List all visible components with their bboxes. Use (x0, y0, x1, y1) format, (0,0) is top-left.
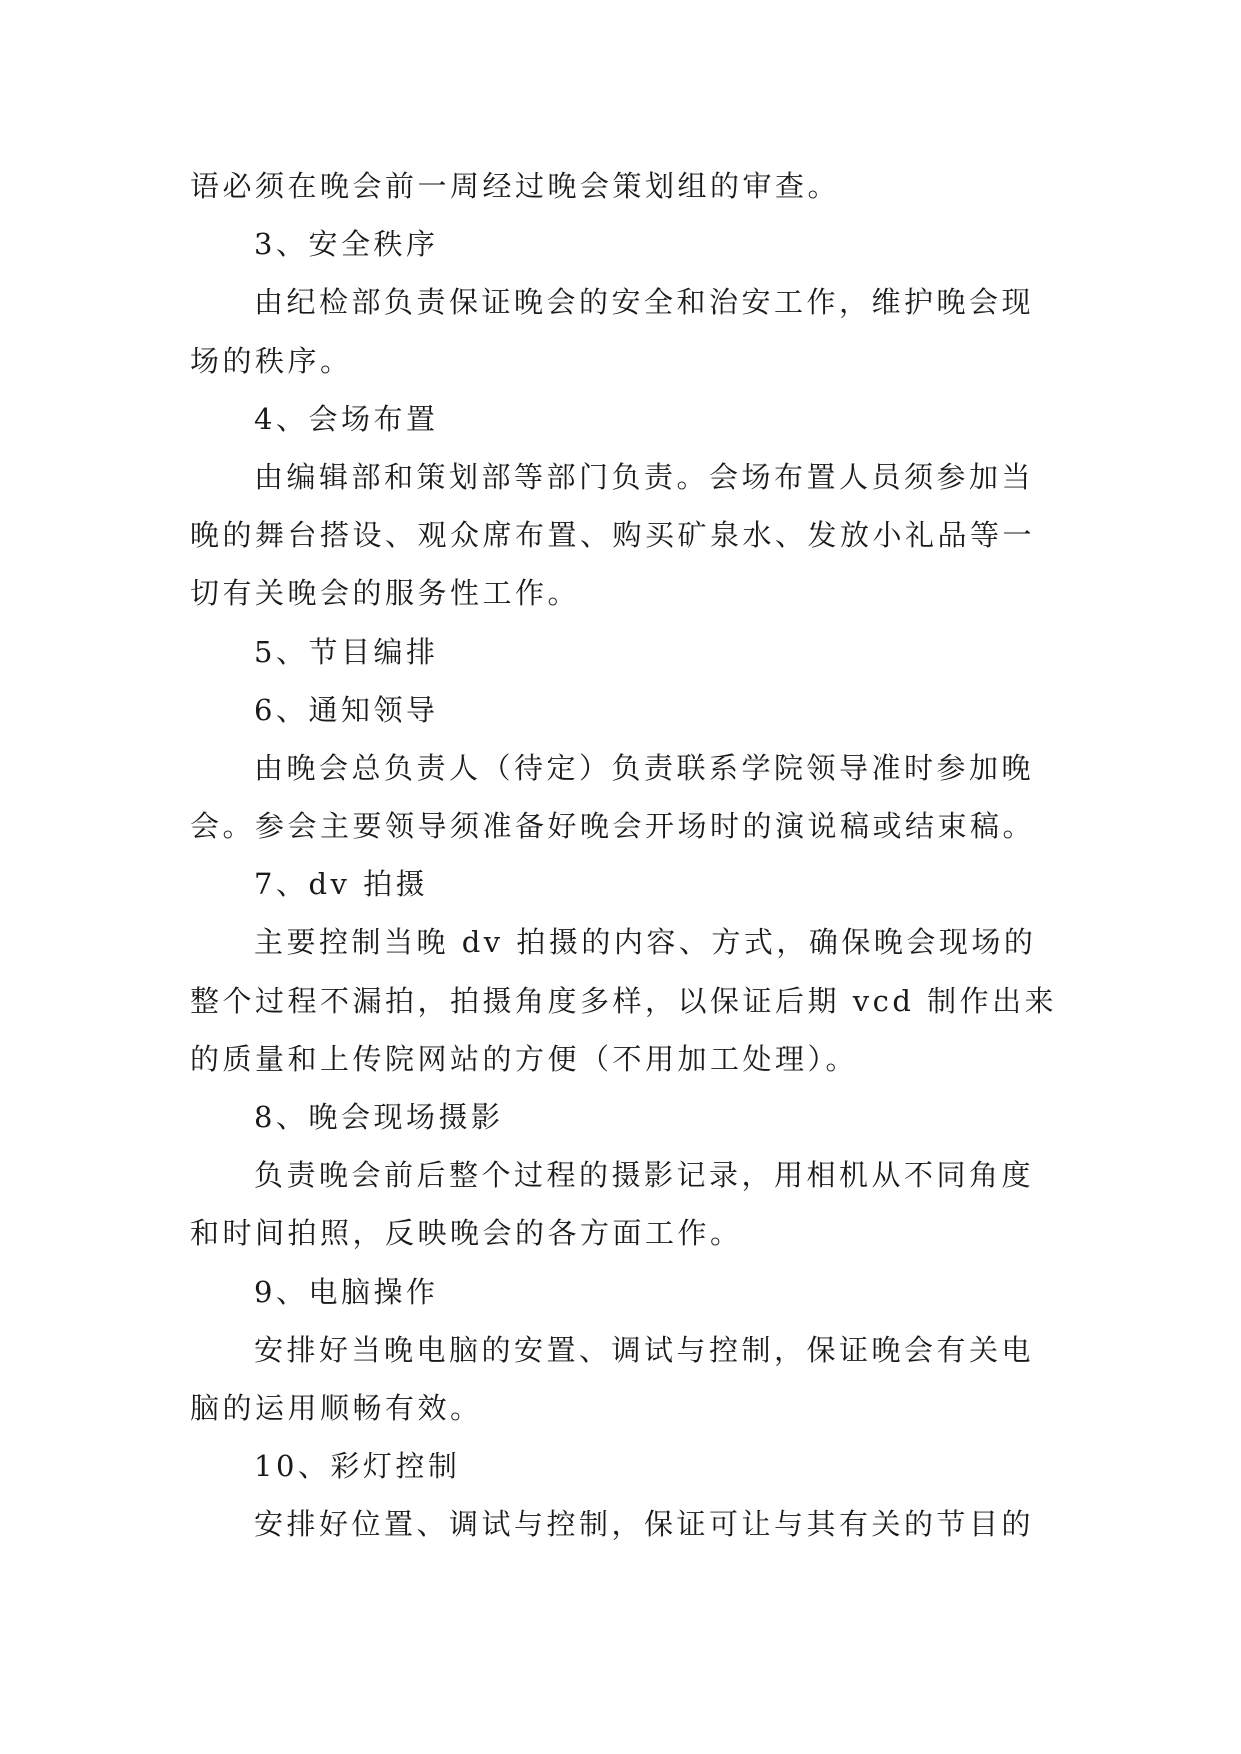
paragraph-line: 切有关晚会的服务性工作。 (190, 576, 581, 611)
paragraph-line: 6、通知领导 (254, 692, 439, 727)
paragraph-line: 语必须在晚会前一周经过晚会策划组的审查。 (190, 169, 841, 203)
paragraph-line: 晚的舞台搭设、观众席布置、购买矿泉水、发放小礼品等一 (190, 518, 1036, 553)
paragraph-line: 8、晚会现场摄影 (254, 1100, 504, 1134)
paragraph-line: 5、节目编排 (254, 634, 439, 669)
document-body (190, 157, 1070, 1554)
paragraph-line: 3、安全秩序 (254, 227, 439, 262)
paragraph-line: 安排好位置、调试与控制，保证可让与其有关的节目的 (254, 1507, 1035, 1542)
paragraph-line: 负责晚会前后整个过程的摄影记录，用相机从不同角度 (254, 1158, 1035, 1193)
paragraph-line: 主要控制当晚 dv 拍摄的内容、方式，确保晚会现场的 (254, 925, 1037, 960)
paragraph-line: 7、dv 拍摄 (254, 867, 429, 902)
paragraph-line: 脑的运用顺畅有效。 (190, 1390, 483, 1425)
paragraph-line: 9、电脑操作 (254, 1274, 439, 1309)
paragraph-line: 安排好当晚电脑的安置、调试与控制，保证晚会有关电 (254, 1332, 1035, 1367)
paragraph-line: 由纪检部负责保证晚会的安全和治安工作，维护晚会现 (254, 285, 1035, 320)
paragraph-line: 场的秩序。 (190, 343, 353, 378)
paragraph-line: 4、会场布置 (254, 401, 439, 436)
paragraph-line: 整个过程不漏拍，拍摄角度多样，以保证后期 vcd 制作出来 (190, 983, 1058, 1018)
paragraph-line: 由晚会总负责人（待定）负责联系学院领导准时参加晚 (254, 750, 1035, 785)
paragraph-line: 由编辑部和策划部等部门负责。会场布置人员须参加当 (254, 459, 1035, 494)
paragraph-line: 会。参会主要领导须准备好晚会开场时的演说稿或结束稿。 (190, 809, 1036, 844)
paragraph-line: 10、彩灯控制 (254, 1449, 461, 1484)
paragraph-line: 和时间拍照，反映晚会的各方面工作。 (190, 1216, 743, 1251)
paragraph-line: 的质量和上传院网站的方便（不用加工处理）。 (190, 1041, 859, 1076)
